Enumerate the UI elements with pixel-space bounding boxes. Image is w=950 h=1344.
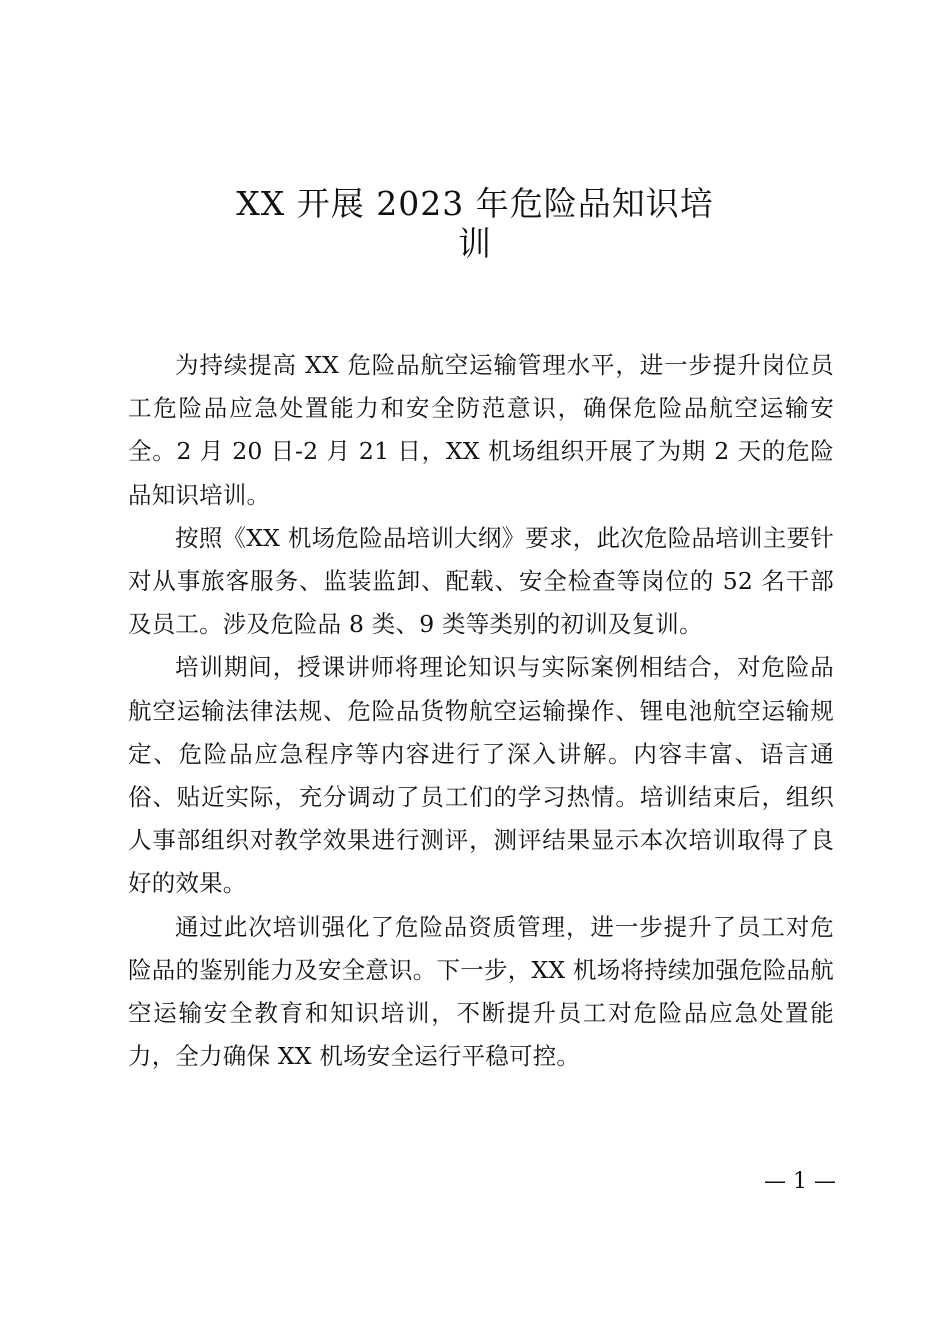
paragraph-1: 为持续提高 XX 危险品航空运输管理水平，进一步提升岗位员工危险品应急处置能力和安全防范意识，确保危险品航空运输安全。2 月 20 日-2 月 21 日，XX 机场组织开展了为期 2 天的危险品知识培训。 [128,351,834,509]
page-number: — 1 — [764,1169,836,1194]
paragraph-2: 按照《XX 机场危险品培训大纲》要求，此次危险品培训主要针对从事旅客服务、监装监卸、配载、安全检查等岗位的 52 名干部及员工。涉及危险品 8 类、9 类等类别的初训及复训。 [128,523,834,639]
paragraph-4: 通过此次培训强化了危险品资质管理，进一步提升了员工对危险品的鉴别能力及安全意识。下一步，XX 机场将持续加强危险品航空运输安全教育和知识培训，不断提升员工对危险品应急处置能力，全力确保 XX 机场安全运行平稳可控。 [128,912,834,1071]
document-body [128,344,834,1078]
document-title-line-1: XX 开展 2023 年危险品知识培 [236,184,714,223]
paragraph-3: 培训期间，授课讲师将理论知识与实际案例相结合，对危险品航空运输法律法规、危险品货物航空运输操作、锂电池航空运输规定、危险品应急程序等内容进行了深入讲解。内容丰富、语言通俗、贴近实际，充分调动了员工们的学习热情。培训结束后，组织人事部组织对教学效果进行测评，测评结果显示本次培训取得了良好的效果。 [128,653,834,898]
document-title-line-2: 训 [458,224,492,263]
